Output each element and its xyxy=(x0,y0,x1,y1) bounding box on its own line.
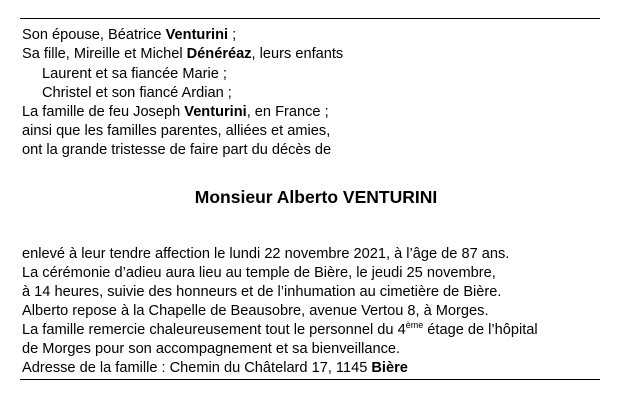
town-name: Bière xyxy=(371,360,408,376)
text-span: ; xyxy=(228,27,237,43)
bottom-rule xyxy=(20,379,600,380)
text-span: Adresse de la famille : Chemin du Châtelard 17, 1145 xyxy=(22,360,372,376)
detail-line-burial: à 14 heures, suivie des honneurs et de l’inhumation au cimetière de Bière. xyxy=(22,284,502,300)
text-span: , leurs enfants xyxy=(251,46,344,62)
surname: Venturini xyxy=(184,104,247,120)
family-line-spouse xyxy=(22,26,236,44)
family-line-extended xyxy=(22,103,329,121)
deceased-name: Monsieur Alberto VENTURINI xyxy=(194,187,438,207)
text-span: Son épouse, Béatrice xyxy=(22,27,166,43)
detail-line-death: enlevé à leur tendre affection le lundi 22 novembre 2021, à l’âge de 87 ans. xyxy=(22,246,510,262)
top-rule xyxy=(20,18,600,19)
text-span: La famille de feu Joseph xyxy=(22,104,185,120)
detail-line-address xyxy=(22,359,408,377)
text-span: , en France ; xyxy=(246,104,329,120)
family-line-grandchild-1: Laurent et sa fiancée Marie ; xyxy=(42,66,227,82)
text-span: Sa fille, Mireille et Michel xyxy=(22,46,187,62)
detail-line-ceremony: La cérémonie d’adieu aura lieu au temple de Bière, le jeudi 25 novembre, xyxy=(22,265,496,281)
ordinal-suffix: ème xyxy=(405,320,424,330)
detail-line-thanks-cont: de Morges pour son accompagnement et sa bienveillance. xyxy=(22,341,401,357)
family-line-grandchild-2: Christel et son fiancé Ardian ; xyxy=(42,85,232,101)
surname: Venturini xyxy=(165,27,229,43)
text-span: La famille remercie chaleureusement tout le personnel du 4 xyxy=(22,322,406,338)
family-line-daughter xyxy=(22,45,343,63)
surname: Dénéréaz xyxy=(186,46,252,62)
detail-line-thanks xyxy=(22,321,538,339)
detail-line-chapel: Alberto repose à la Chapelle de Beausobre, avenue Vertou 8, à Morges. xyxy=(22,303,489,319)
family-line-announcement: ont la grande tristesse de faire part du décès de xyxy=(22,142,332,158)
text-span: étage de l’hôpital xyxy=(423,322,538,338)
family-line-relatives: ainsi que les familles parentes, alliées et amies, xyxy=(22,123,331,139)
